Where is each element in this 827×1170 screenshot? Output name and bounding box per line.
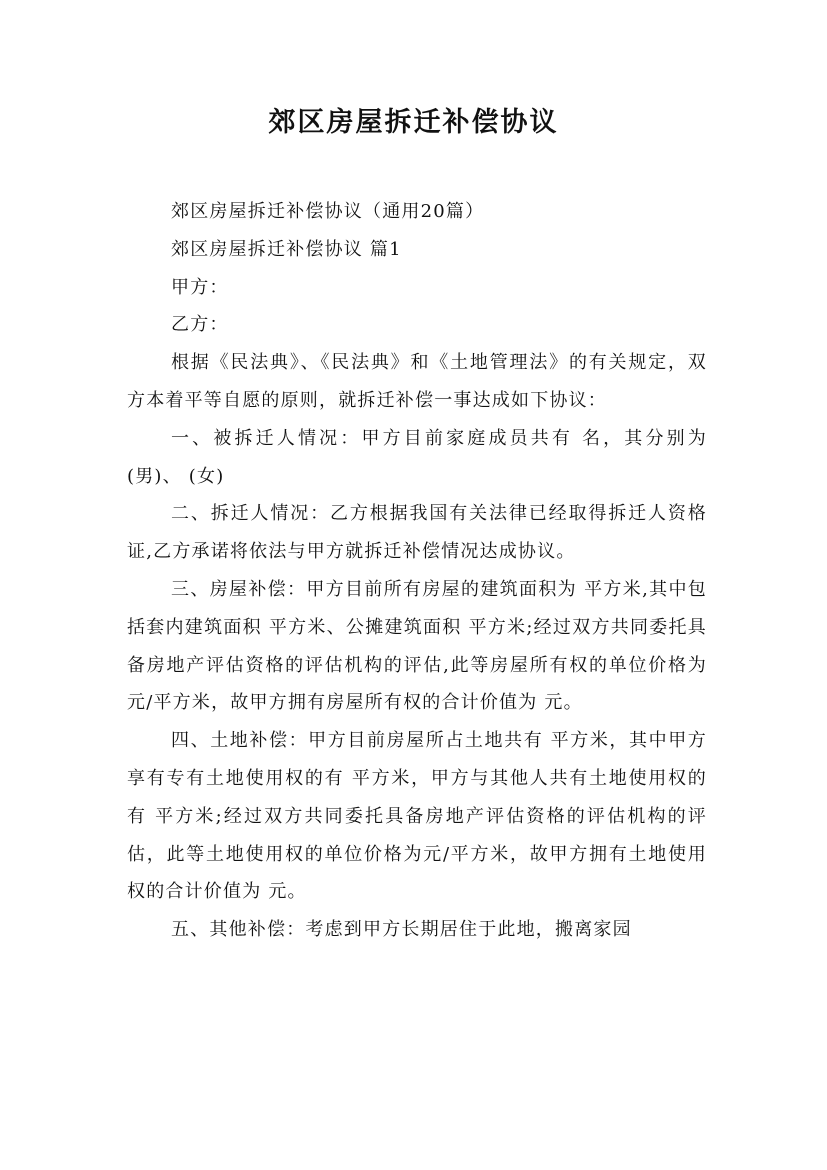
paragraph-clause-2: 二、拆迁人情况：乙方根据我国有关法律已经取得拆迁人资格证,乙方承诺将依法与甲方就拆迁补偿情况达成协议。	[127, 503, 707, 563]
document-body	[127, 193, 707, 949]
paragraph-clause-4: 四、土地补偿：甲方目前房屋所占土地共有 平方米，其中甲方享有专有土地使用权的有 平方米，甲方与其他人共有土地使用权的有 平方米;经过双方共同委托具备房地产评估资格的评估机构的评估，此等土地使用权的单位价格为元/平方米，故甲方拥有土地使用权的合计价值为 元。	[127, 730, 707, 903]
paragraph-subtitle: 郊区房屋拆迁补偿协议（通用20篇）	[171, 201, 485, 222]
paragraph-clause-5: 五、其他补偿：考虑到甲方长期居住于此地，搬离家园	[171, 919, 632, 941]
paragraph-preamble: 根据《民法典》、《民法典》和《土地管理法》的有关规定，双方本着平等自愿的原则，就拆迁补偿一事达成如下协议：	[127, 352, 707, 411]
document-title: 郊区房屋拆迁补偿协议	[268, 107, 559, 138]
paragraph-party-b: 乙方：	[171, 314, 229, 336]
paragraph-party-a: 甲方：	[171, 276, 229, 298]
paragraph-clause-3: 三、房屋补偿：甲方目前所有房屋的建筑面积为 平方米,其中包括套内建筑面积 平方米、公摊建筑面积 平方米;经过双方共同委托具备房地产评估资格的评估机构的评估,此等房屋所有权的单位价格为 元/平方米，故甲方拥有房屋所有权的合计价值为 元。	[127, 578, 707, 714]
paragraph-clause-1: 一、被拆迁人情况：甲方目前家庭成员共有 名，其分别为 (男)、 (女)	[127, 427, 707, 487]
paragraph-section-heading: 郊区房屋拆迁补偿协议 篇1	[171, 238, 402, 260]
